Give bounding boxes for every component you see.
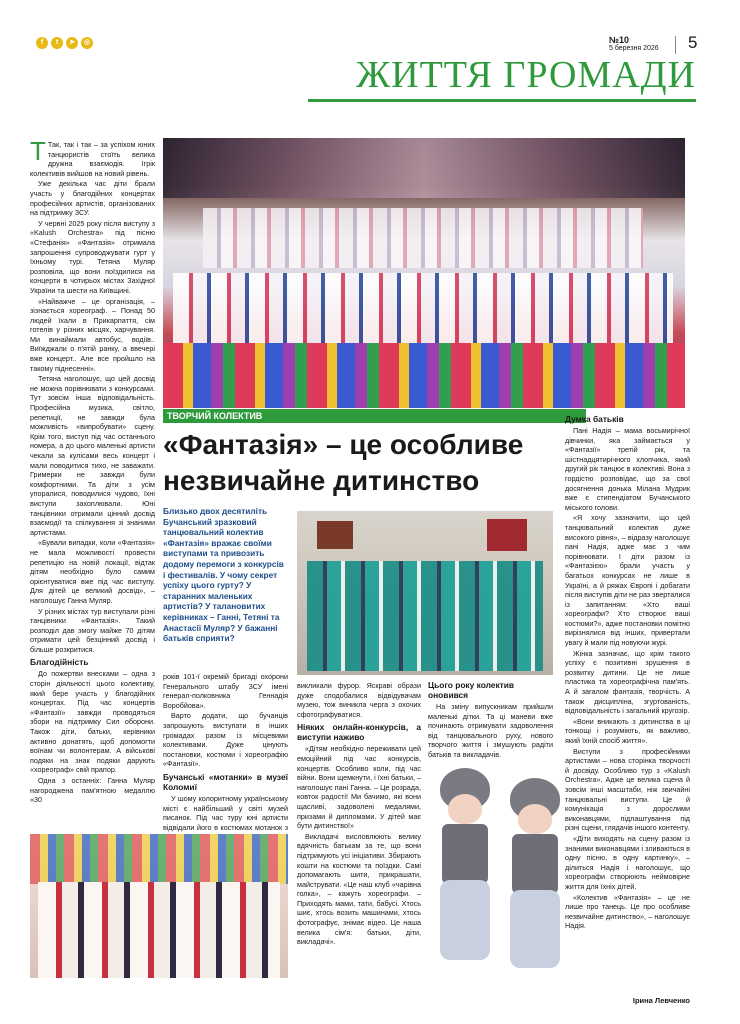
- costume-photo-wreaths: [30, 834, 288, 884]
- headline: [163, 427, 588, 499]
- author: Ірина Левченко: [632, 996, 690, 1005]
- column-4: [428, 702, 553, 761]
- right-p4: «Вони вникають з дитинства в ці тонкощі і розуміють, як важливо, який їхній спосіб життя».: [565, 716, 690, 745]
- col1-p5: Тетяна наголошує, що цей досвід не можна порівнювати з конкурсами. Тут зовсім інша відповідальність. Професійна музика, світло, репетиції, не завжди була можливість «випробувати» сцену. Крім того, виступ під час останнього номера, а до цього маленькі артисти чекали за кулісами весь концерт і мали поводитися тихо, не заважати. Гримерки не завжди були комфортними. Та діти з усім упоралися, поводилися чудово, їхні виступи захоплювали. Юні танцівники отримали цінний досвід взаємодії та спілкування зі знаними артистами.: [30, 374, 155, 537]
- col2-subheading: Бучанські «мотанки» в музеї Коломиї: [163, 771, 288, 792]
- col1-p3: У червні 2025 року після виступу з «Kalush Orchestra» під пісню «Стефанія» «Фантазія» отримала запрошення супроводжувати гурт у їхньому турі. Тетяна Муляр розповіла, що вони поїздилися на концерти в чотирьох містах Західної України та шести на Київщині.: [30, 218, 155, 295]
- kid1-face: [448, 794, 482, 824]
- mice-costume-photo: [412, 760, 592, 980]
- col2-p2: Варто додати, що бучанців запрошують виступати в інших громадах разом із місцевими колективами. Дуже цінують постановки, костюми і хореографію «Фантазії».: [163, 711, 288, 769]
- col1-p9: Одна з останніх: Ганна Муляр нагороджена пам'ятною медаллю «30: [30, 776, 155, 805]
- col3-p2: «Дітям необхідно переживати цей емоційний під час конкурсів, концертів. Особливо коли, під час війни. Вони щемкнути, і їхні батьки, – наголошує пані Ганна. – Це розрада, ковток радості! Ми бачимо, які вони щасливі, задоволені медалями, призами й дипломами. У дітей має бути дитинство!»: [297, 744, 421, 831]
- costume-photo: [30, 834, 288, 978]
- col1-p6: «Бували випадки, коли «Фантазія» не мала можливості провести репетицію на новій локації, відтак дітям необхідно було самим орієнтуватися вже під час виступу. Для дітей це великий досвід», – наголошує Ганна Муляр.: [30, 538, 155, 605]
- facebook-icon[interactable]: f: [36, 37, 48, 49]
- column-1: [30, 136, 155, 806]
- right-p2: «Я хочу зазначити, що цей танцювальний колектив дуже високого рівня», – відразу наголошує пані Надія, адже має з чим порівнювати. І діти разом із «Фантазією» брали участь у багатьох конкурсах не лише в Україні, а й ряжах Європі і добагати після виступів діти не раз зверталися із запитанням: «Хто ваші хореографи? Хто створює ваші костюми?», адже постановки помітно вирізнялися від інших, привертали увагу й мали під новуючи журі.: [565, 513, 690, 648]
- section-rule: [308, 99, 696, 102]
- team-photo-caption: Цього року колектив оновився: [428, 680, 515, 700]
- col1-p8: До пожертви внесками – одна з сторін діяльності цього колективу, який бере участь у благодійних концертах. Під час концертів «Фантазії» завжди проводяться збори на підтримку Сил оборони. Також діти, батьки, керівники активно донатять, щоб допомогти воїнам чи волонтерам. А військові подяки на знак подяки дарують «хореограф» свій прапор.: [30, 669, 155, 775]
- team-photo-kids: [307, 561, 543, 671]
- kid2-pants: [510, 890, 560, 968]
- instagram-icon[interactable]: ◎: [81, 37, 93, 49]
- photo-row-back: [203, 208, 643, 268]
- col1-subheading: Благодійність: [30, 657, 89, 668]
- photo-row-middle: [173, 273, 673, 343]
- col3-subheading: Ніяких онлайн-конкурсів, а виступи наживо: [297, 722, 421, 743]
- rubric-label: ТВОРЧИЙ КОЛЕКТИВ: [167, 411, 263, 421]
- col3-p3: Викладачі висловлюють велику вдячність батькам за те, що вони підтримують усі ініціативи. Збирають кошти на костюми та поїздки. Самі допомагають шити, прикрашати, майструвати. «Це наш клуб «чарівна голка», – кажуть хореографи. – Приходять мами, тати, бабусі. Хтось шиє, хтось возить машинами, хтось фотографує, знімає відео. Це наша велика сім'я: батьки, діти, викладачі».: [297, 831, 421, 947]
- costume-photo-kids: [38, 882, 280, 978]
- rubric-bar: [163, 409, 586, 423]
- col1-p4: «Найважче – це організація, – зізнається хореограф. – Понад 50 людей їхали в Прикарпаття, сім готелів у різних місцях, харчування. Ми винаймали автобус, водіїв.. Виїжджали о п'ятій ранку, а ввечері вже концерт.. Але все пройшло на такому піднесенні».: [30, 296, 155, 373]
- kid1-pants: [440, 880, 490, 960]
- team-photo: [297, 511, 553, 675]
- section-title: ЖИТТЯ ГРОМАДИ: [356, 54, 696, 96]
- telegram-icon[interactable]: ➤: [66, 37, 78, 49]
- issue-date: 5 березня 2026: [609, 45, 659, 52]
- right-p6: «Діти виходять на сцену разом із знаними виконавцями і зливаються в одну пісню, в одну картинку», – ділиться Надія і наголошує, що хореографи створюють неймовірне життя для їхніх дітей.: [565, 833, 690, 891]
- col1-p1: Т Так, так і так – за успіхом юних танцюристів стоїть велика дружна взаємодія. Ігрік колективів вийшов на новий рівень.: [30, 136, 155, 178]
- team-photo-painting-1: [317, 521, 353, 549]
- header-divider: [675, 36, 676, 54]
- col1-p7: У різних містах тур виступали різні танцівники «Фантазія». Такий розподіл дав змогу майже 70 дітям отримати цей безцінний досвід і більше розкритися.: [30, 606, 155, 654]
- col2-p1: років 101-ї окремій бригаді охорони Генерального штабу ЗСУ імені генерал-полковника Геннадія Воробйова».: [163, 672, 288, 710]
- photo-row-front: [163, 343, 685, 408]
- col2-p3: У шому колоритному українському місті є найбільший у світі музей писанок. Під час туру юні артисти відвідали його в костюмах мотанок з: [163, 793, 288, 832]
- kid1-vest: [442, 824, 488, 884]
- photo-stage-backdrop: [163, 138, 685, 198]
- right-p1: Пані Надія – мама восьмирічної дівчинки, яка займається у «Фантазії» третій рік, та шістнадцятирічного хлопчика, який другий рік танцює в колективі. Вона з гордістю розповідає, що за свої досягнення донька Мілана Мудрик вже є стипендіатом Бучанського міського голови.: [565, 426, 690, 512]
- col4-p1: На зміну випускникам прийшли маленькі дітки. Та ці маневи вже починають отримувати задоволення від танцювального руху, нового творчого життя і змушують радіти батьків та викладачів.: [428, 702, 553, 759]
- lead-text: Близько двох десятиліть Бучанський зразковий танцювальний колектив «Фантазія» вражає своїми виступами та привозить додому перемоги з конкурсів і фестивалів. У чому секрет успіху цього гурту? У старанних маленьких артистів? У талановитих керівниках – Ганні, Тетяні та Анастасії Муляр? У бажанні батьків сприяти?: [163, 506, 284, 644]
- col1-p2: Уже декілька час діти брали участь у благодійних концертах професійних артистів, організованих на підтримку ЗСУ.: [30, 179, 155, 218]
- twitter-icon[interactable]: t: [51, 37, 63, 49]
- kid2-face: [518, 804, 552, 834]
- right-p7: «Колектив «Фантазія» – це не лише про танець. Це про особливе незвичайне дитинство», – наголошує Надія.: [565, 892, 690, 931]
- headline-line-2: незвичайне дитинство: [163, 465, 480, 496]
- right-p5: Виступи з професійними артистами – нова сторінка творчості й досвіду. Особливо тур з «Kalush Orchestra». Адже це велика сцена й зовсім інші масштаби, ніж звичайні танцювальні виступи. Це й комунікація з дорослими виконавцями, підлаштування під різні сцени, глядачів іншого контенту.: [565, 746, 690, 833]
- col3-p1: викликали фурор. Яскраві образи дуже сподобалися відвідувачам музею, тож виникла черга з охочих сфотографуватися.: [297, 681, 421, 719]
- column-3: [297, 681, 421, 948]
- column-2: [163, 672, 288, 843]
- headline-line-1: «Фантазія» – це особливе: [163, 429, 524, 460]
- team-photo-painting-2: [487, 519, 527, 551]
- right-subheading: Думка батьків: [565, 414, 624, 424]
- issue-number: №10: [609, 35, 630, 45]
- kid2-vest: [512, 834, 558, 894]
- group-photo: [163, 138, 685, 408]
- page-number: 5: [688, 33, 698, 52]
- right-p3: Жінка зазначає, що крім такого успіху є позитивні зрушення в розвитку дитини. Це не лише пластика та хореографічна пам'ять. А й загалом фантазія, творчість. А також дисципліна, згуртованість, відповідальність і загальний кругозір.: [565, 648, 690, 716]
